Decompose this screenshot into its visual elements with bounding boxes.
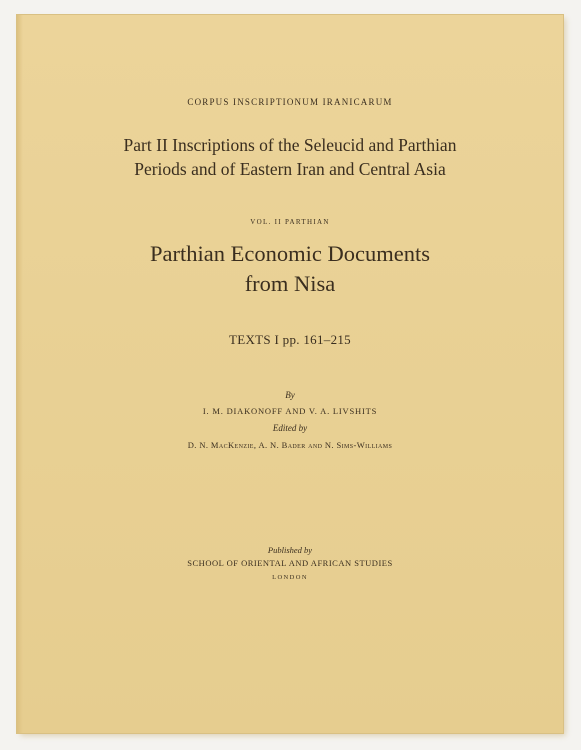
editors: D. N. MacKenzie, A. N. Bader and N. Sims-Williams <box>187 440 393 450</box>
volume-label: VOL. II PARTHIAN <box>250 218 330 226</box>
main-title: Parthian Economic Documents from Nisa <box>150 241 430 296</box>
publisher-place: LONDON <box>272 574 308 581</box>
series-title: CORPUS INSCRIPTIONUM IRANICARUM <box>187 97 393 107</box>
authors: I. M. DIAKONOFF AND V. A. LIVSHITS <box>202 406 378 416</box>
part-title: Part II Inscriptions of the Seleucid and Parthian Periods and of Eastern Iran and Central Asia <box>123 135 457 179</box>
published-by-label: Published by <box>267 545 313 555</box>
publisher-name: SCHOOL OF ORIENTAL AND AFRICAN STUDIES <box>187 558 393 568</box>
by-label: By <box>285 390 295 400</box>
texts-pages: TEXTS I pp. 161–215 <box>229 332 351 347</box>
cover-spine-edge <box>17 15 23 733</box>
edited-by-label: Edited by <box>272 423 308 433</box>
book-cover <box>16 14 564 734</box>
